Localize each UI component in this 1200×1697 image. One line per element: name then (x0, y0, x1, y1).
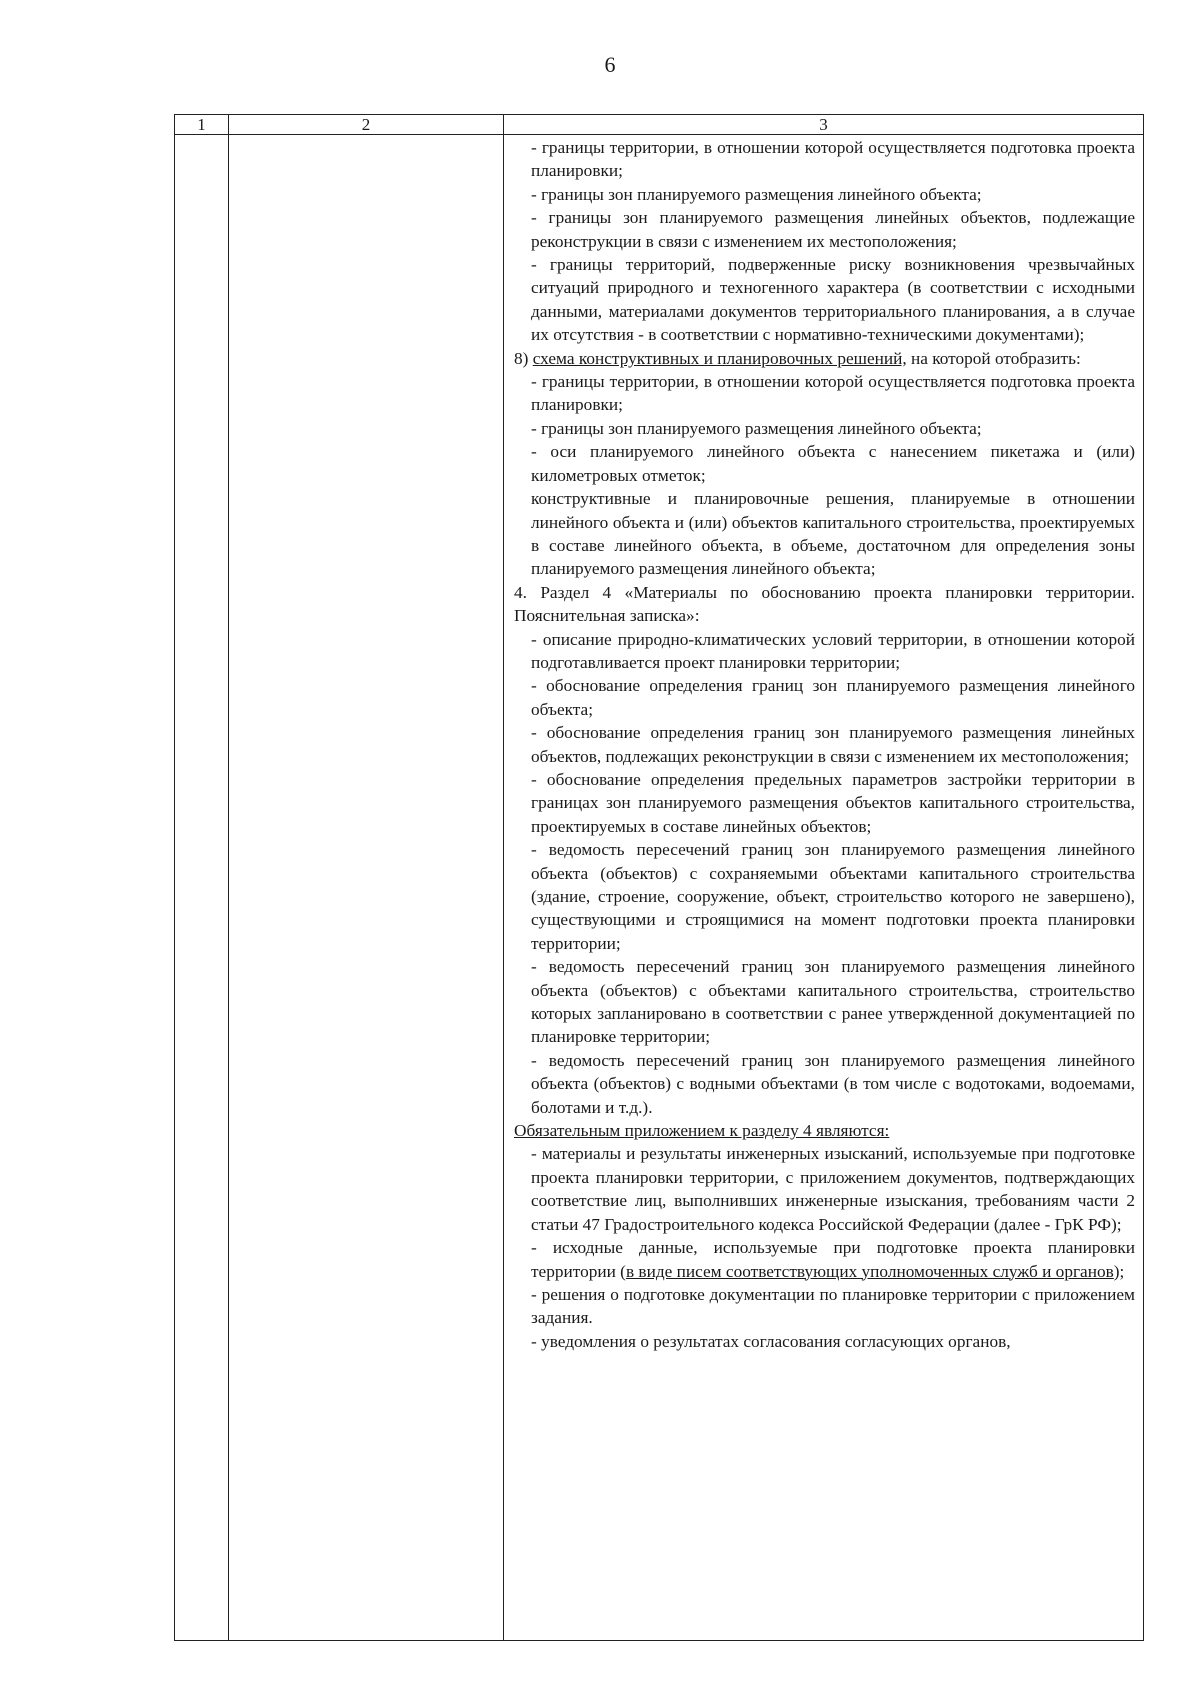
point-8-title: схема конструктивных и планировочных решений, (532, 348, 907, 368)
section-4-item: - обоснование определения границ зон планируемого размещения линейного объекта; (531, 676, 1135, 719)
page-number: 6 (604, 52, 616, 77)
section-4-item: - ведомость пересечений границ зон планируемого размещения линейного объекта (объектов) с сохраняемыми объектами капитального строительства (здание, строение, сооружение, объект, строительство которого не завершено), существующими и строящимися на момент подготовки проекта планировки территории; (531, 840, 1135, 953)
point-8-item: конструктивные и планировочные решения, планируемые в отношении линейного объекта и (или) объектов капитального строительства, проектируемых в составе линейного объекта, в объеме, достаточном для определения зоны планируемого размещения линейного объекта; (531, 489, 1135, 579)
mandatory-item-2-prefix: - исходные данные, используемые при подготовке проекта планировки территории ( (531, 1238, 1135, 1281)
table-row (175, 135, 1144, 1641)
section-4-item: - ведомость пересечений границ зон планируемого размещения линейного объекта (объектов) с водными объектами (в том числе с водотоками, водоемами, болотами и т.д.). (531, 1050, 1135, 1117)
section-4-heading: 4. Раздел 4 «Материалы по обоснованию проекта планировки территории. Пояснительная записка»: (514, 582, 1135, 626)
section-4-item: - ведомость пересечений границ зон планируемого размещения линейного объекта (объектов) с объектами капитального строительства, строительство которых запланировано в соответствии с ранее утвержденной документацией по планировке территории; (531, 957, 1135, 1047)
section-4-item: - описание природно-климатических условий территории, в отношении которой подготавливается проект планировки территории; (531, 629, 1135, 672)
point-8-suffix: на которой отобразить: (906, 348, 1081, 368)
table-header-row (175, 115, 1144, 135)
mandatory-item-2-suffix: ); (1113, 1261, 1125, 1281)
mandatory-item (514, 1236, 1135, 1283)
mandatory-item: - материалы и результаты инженерных изысканий, используемые при подготовке проекта планировки территории, с приложением документов, подтверждающих соответствие лиц, выполнивших инженерные изыскания, требованиям части 2 статьи 47 Градостроительного кодекса Российской Федерации (далее - ГрК РФ); (531, 1144, 1135, 1234)
column-1-cell (175, 135, 229, 1641)
intro-item: - границы территорий, подверженные риску возникновения чрезвычайных ситуаций природного и техногенного характера (в соответствии с исходными данными, материалами документов территориального планирования, а в случае их отсутствия - в соответствии с нормативно-техническими документами); (531, 255, 1135, 345)
section-4-item: - обоснование определения границ зон планируемого размещения линейных объектов, подлежащих реконструкции в связи с изменением их местоположения; (531, 723, 1135, 766)
mandatory-item: - решения о подготовке документации по планировке территории с приложением задания. (531, 1284, 1135, 1328)
mandatory-item: - уведомления о результатах согласования согласующих органов, (531, 1331, 1011, 1351)
mandatory-item-2-underlined: в виде писем соответствующих уполномоченных служб и органов (625, 1261, 1114, 1281)
column-header-1: 1 (175, 115, 229, 135)
column-3-content (504, 135, 1143, 1353)
column-header-2: 2 (229, 115, 504, 135)
column-2-cell (229, 135, 504, 1641)
intro-item: - границы территории, в отношении которой осуществляется подготовка проекта планировки; (531, 138, 1135, 181)
intro-item: - границы зон планируемого размещения линейного объекта; (531, 184, 982, 204)
point-8-item: - границы территории, в отношении которой осуществляется подготовка проекта планировки; (531, 372, 1135, 415)
point-8-heading (514, 347, 1135, 370)
mandatory-appendix-title: Обязательным приложением к разделу 4 являются: (514, 1121, 890, 1141)
requirements-table (174, 114, 1144, 1641)
column-header-3: 3 (504, 115, 1144, 135)
column-3-cell (504, 135, 1144, 1641)
point-8-item: - границы зон планируемого размещения линейного объекта; (531, 418, 982, 438)
intro-item: - границы зон планируемого размещения линейных объектов, подлежащие реконструкции в связи с изменением их местоположения; (531, 208, 1135, 251)
point-8-number: 8) (514, 348, 533, 368)
mandatory-appendix-heading (514, 1119, 1135, 1142)
point-8-item: - оси планируемого линейного объекта с нанесением пикетажа и (или) километровых отметок; (531, 442, 1135, 485)
section-4-item: - обоснование определения предельных параметров застройки территории в границах зон планируемого размещения объектов капитального строительства, проектируемых в составе линейных объектов; (531, 769, 1135, 836)
